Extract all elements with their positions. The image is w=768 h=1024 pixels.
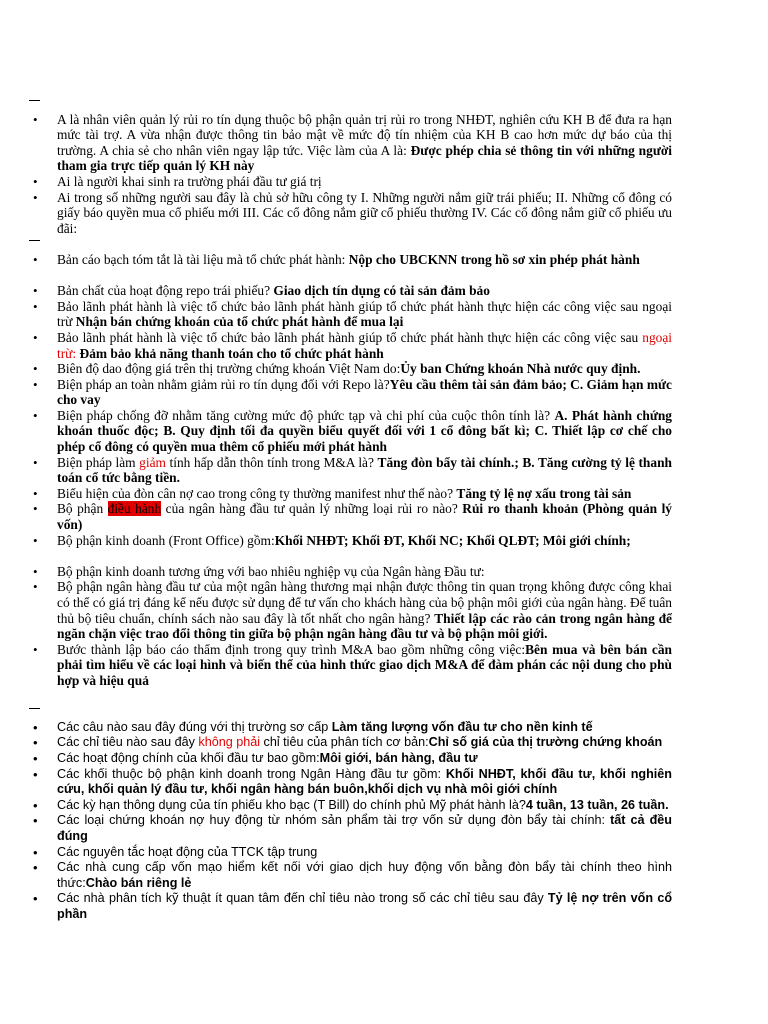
- question-text: Bảo lãnh phát hành là việc tổ chức bảo lãnh phát hành giúp tổ chức phát hành thực hiện các công việc sau: [57, 329, 643, 345]
- question-item: [0, 408, 768, 455]
- question-item: [0, 579, 768, 641]
- question-item: [0, 798, 768, 814]
- separator-dash: [29, 708, 40, 709]
- question-text: Các nguyên tắc hoạt động của TTCK tập trung: [57, 844, 318, 859]
- answer-text: Khối NHĐT; Khối ĐT, Khối NC; Khối QLĐT; Môi giới chính;: [274, 532, 631, 548]
- question-text: Biện pháp làm: [57, 454, 140, 470]
- question-text: Các loại chứng khoán nợ huy động từ nhóm sản phẩm tài trợ vốn sử dụng đòn bẩy tài chính:: [57, 813, 611, 828]
- question-text: Các nhà cung cấp vốn mạo hiểm kết nối với giao dịch huy động vốn bằng đòn bẩy tài chính theo hình thức:: [57, 860, 672, 890]
- question-text: Các chỉ tiêu nào sau đây: [57, 735, 199, 750]
- question-item: [0, 112, 768, 174]
- section-separator: [0, 96, 768, 112]
- question-text: Các nhà phân tích kỹ thuật ít quan tâm đến chỉ tiêu nào trong số các chỉ tiêu sau đây: [57, 891, 548, 906]
- answer-text: 4 tuần, 13 tuần, 26 tuần.: [525, 797, 669, 812]
- answer-text: Giao dịch tín dụng có tài sản đảm bảo: [273, 283, 490, 299]
- question-item: [0, 564, 768, 580]
- answer-text: Khối NHĐT, khối đầu tư, khối nghiên cứu, khối quản lý đầu tư, khối ngân hàng bán buôn,khối dịch vụ nhà môi giới chính: [57, 766, 672, 797]
- question-text: Các khối thuộc bộ phận kinh doanh trong Ngân Hàng đầu tư gồm:: [57, 766, 446, 781]
- separator-dash: [29, 240, 40, 241]
- highlighted-text: giảm: [139, 454, 166, 470]
- question-text: Bộ phận kinh doanh (Front Office) gồm:: [57, 532, 275, 548]
- answer-text: Bên mua và bên bán cần phải tìm hiểu về các loại hình và biến thể của hình thức giao dịch M&A để đàm phán các nội dung cho phù hợp và hiệu quả: [57, 641, 672, 688]
- question-item: [0, 642, 768, 689]
- answer-text: Làm tăng lượng vốn đầu tư cho nền kinh tế: [331, 719, 593, 734]
- question-item: [0, 751, 768, 767]
- answer-text: Yêu cầu thêm tài sản đảm bảo; C. Giảm hạn mức cho vay: [57, 376, 672, 408]
- question-item: [0, 845, 768, 861]
- question-item: [0, 735, 768, 751]
- highlighted-text: ngoại trừ:: [57, 329, 672, 361]
- question-item: [0, 720, 768, 736]
- question-text: Các kỳ hạn thông dụng của tín phiếu kho bạc (T Bill) do chính phủ Mỹ phát hành là?: [57, 797, 526, 812]
- answer-text: Đảm bảo khả năng thanh toán cho tổ chức phát hành: [76, 345, 384, 361]
- answer-text: Nộp cho UBCKNN trong hồ sơ xin phép phát hành: [348, 251, 640, 267]
- answer-text: Chỉ số giá của thị trường chứng khoán: [428, 735, 663, 750]
- question-text: chỉ tiêu của phân tích cơ bản:: [260, 735, 429, 750]
- question-text: của ngân hàng đầu tư quản lý những loại rủi ro nào?: [161, 501, 463, 517]
- answer-text: Được phép chia sẻ thông tin với những người tham gia trực tiếp quản lý KH này: [57, 142, 672, 174]
- question-text: Bộ phận ngân hàng đầu tư của một ngân hàng thương mại nhận được thông tin quan trọng không được công khai có thể có giá trị đáng kể nếu được sử dụng để tư vấn cho khách hàng của bộ phận môi giới của ngân hàng. Để tuân thủ bộ tiêu chuẩn, chính sách nào sau đây là tốt nhất cho ngân hàng?: [57, 579, 672, 626]
- question-item: [0, 860, 768, 891]
- question-text: A là nhân viên quản lý rủi ro tín dụng thuộc bộ phận quản trị rủi ro trong NHĐT, nghiên cứu KH B để đưa ra hạn mức tài trợ. A vừa nhận được thông tin bảo mật về mức độ tín nhiệm của KH B cao hơn mức dự báo của thị trường. A chia sẻ cho nhân viên ngay lập tức. Việc làm của A là:: [57, 111, 672, 158]
- question-text: Bản cáo bạch tóm tắt là tài liệu mà tổ chức phát hành:: [57, 251, 349, 267]
- answer-text: tất cả đều đúng: [57, 813, 672, 843]
- question-text: tính hấp dẫn thôn tính trong M&A là?: [165, 454, 378, 470]
- question-item: [0, 533, 768, 549]
- question-text: Ai là người khai sinh ra trường phái đầu tư giá trị: [57, 173, 322, 189]
- question-item: [0, 455, 768, 486]
- question-item: [0, 813, 768, 844]
- blank-line: [0, 548, 768, 564]
- question-text: Ai trong số những người sau đây là chủ sở hữu công ty I. Những người nắm giữ trái phiếu; II. Những cổ đông có giấy báo quyền mua cổ phiếu mới III. Các cổ đông nắm giữ cổ phiếu thường IV. Các cổ đông nắm giữ cổ phiếu ưu đãi:: [57, 189, 672, 236]
- question-item: [0, 174, 768, 190]
- answer-text: Môi giới, bán hàng, đầu tư: [319, 750, 478, 765]
- question-item: [0, 252, 768, 268]
- question-item: [0, 767, 768, 798]
- highlighted-text: điều hành: [107, 501, 162, 517]
- section-separator: [0, 236, 768, 252]
- highlighted-text: không phải: [198, 735, 261, 750]
- question-text: Biện pháp an toàn nhằm giảm rủi ro tín dụng đối với Repo là?: [57, 376, 390, 392]
- answer-text: Chào bán riêng lẻ: [85, 875, 192, 890]
- answer-text: Rủi ro thanh khoản (Phòng quản lý vốn): [57, 501, 673, 533]
- answer-text: Ủy ban Chứng khoán Nhà nước quy định.: [400, 361, 641, 377]
- answer-text: Tỷ lệ nợ trên vốn cổ phần: [57, 891, 673, 921]
- answer-text: Nhận bán chứng khoán của tổ chức phát hành để mua lại: [75, 314, 404, 330]
- question-text: Các câu nào sau đây đúng với thị trường sơ cấp: [57, 719, 332, 734]
- question-text: Bước thành lập báo cáo thẩm định trong quy trình M&A bao gồm những công việc:: [57, 641, 526, 657]
- question-text: Bảo lãnh phát hành là việc tổ chức bảo lãnh phát hành giúp tổ chức phát hành thực hiện các công việc sau ngoại trừ: [57, 298, 672, 330]
- question-text: Bộ phận: [57, 501, 108, 517]
- blank-line: [0, 268, 768, 284]
- question-item: [0, 330, 768, 361]
- answer-text: A. Phát hành chứng khoán thuốc độc; B. Quy định tối đa quyền biểu quyết đối với 1 cổ đông bất kì; C. Thiết lập cơ chế cho phép cổ đông có quyền mua thêm cổ phiếu mới phát hành: [57, 407, 672, 455]
- answer-text: Tăng tỷ lệ nợ xấu trong tài sản: [456, 485, 632, 501]
- question-text: Biểu hiện của đòn cân nợ cao trong công ty thường manifest như thế nào?: [57, 485, 457, 501]
- separator-dash: [29, 100, 40, 101]
- section-separator: [0, 704, 768, 720]
- question-text: Bộ phận kinh doanh tương ứng với bao nhiêu nghiệp vụ của Ngân hàng Đầu tư:: [57, 563, 485, 579]
- question-item: [0, 501, 768, 532]
- question-item: [0, 891, 768, 922]
- question-item: [0, 377, 768, 408]
- question-text: Biện pháp chống đỡ nhằm tăng cường mức độ phức tạp và chi phí của cuộc thôn tính là?: [57, 407, 555, 423]
- question-item: [0, 486, 768, 502]
- question-text: Các hoạt động chính của khối đầu tư bao gồm:: [57, 750, 320, 765]
- question-item: [0, 190, 768, 237]
- question-item: [0, 283, 768, 299]
- question-text: Bản chất của hoạt động repo trái phiếu?: [57, 283, 274, 299]
- question-text: Biên độ dao động giá trên thị trường chứng khoán Việt Nam do:: [57, 361, 401, 377]
- answer-text: Tăng đòn bẩy tài chính.; B. Tăng cường tỷ lệ thanh toán cổ tức bằng tiền.: [57, 454, 672, 486]
- blank-line: [0, 689, 768, 705]
- question-item: [0, 299, 768, 330]
- question-item: [0, 361, 768, 377]
- answer-text: Thiết lập các rào cản trong ngân hàng để ngăn chặn việc trao đổi thông tin giữa bộ phận ngân hàng đầu tư và bộ phận môi giới.: [57, 610, 672, 642]
